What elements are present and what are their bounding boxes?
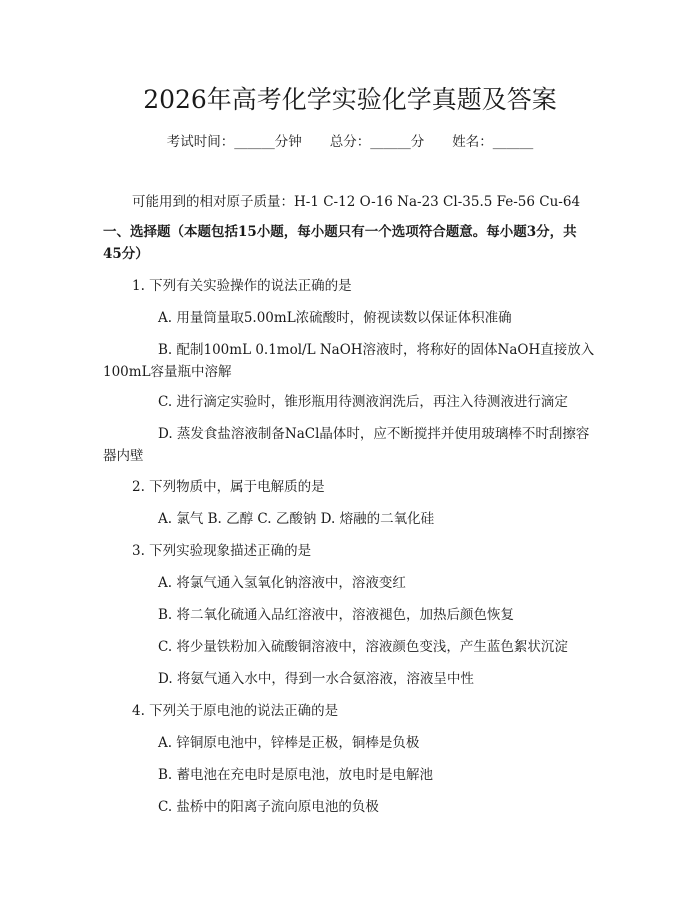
atomic-masses-note: 可能用到的相对原子质量：H-1 C-12 O-16 Na-23 Cl-35.5 Fe-56 Cu-64 (132, 194, 581, 210)
question-4-option-b: B. 蓄电池在充电时是原电池，放电时是电解池 (158, 767, 434, 783)
score-field: 总分：______分 (329, 134, 425, 150)
question-1-option-d-cont: 器内壁 (103, 448, 144, 464)
question-3-option-b: B. 将二氧化硫通入品红溶液中，溶液褪色，加热后颜色恢复 (158, 607, 515, 623)
section-heading-line2: 45分） (103, 246, 149, 262)
question-3-option-c: C. 将少量铁粉加入硫酸铜溶液中，溶液颜色变浅，产生蓝色絮状沉淀 (158, 639, 568, 655)
question-4-option-c: C. 盐桥中的阳离子流向原电池的负极 (158, 799, 379, 815)
question-1-option-c: C. 进行滴定实验时，锥形瓶用待测液润洗后，再注入待测液进行滴定 (158, 394, 568, 410)
page-title: 2026年高考化学实验化学真题及答案 (143, 85, 557, 114)
exam-meta (0, 132, 700, 152)
question-1-option-b: B. 配制100mL 0.1mol/L NaOH溶液时，将称好的固体NaOH直接放入 (158, 342, 595, 358)
question-3-stem: 3. 下列实验现象描述正确的是 (132, 543, 312, 559)
question-3-option-a: A. 将氯气通入氢氧化钠溶液中，溶液变红 (158, 575, 406, 591)
question-3-option-d: D. 将氨气通入水中，得到一水合氨溶液，溶液呈中性 (158, 671, 474, 687)
name-field: 姓名：______ (452, 134, 534, 150)
question-1-stem: 1. 下列有关实验操作的说法正确的是 (132, 278, 352, 294)
question-1-option-b-cont: 100mL容量瓶中溶解 (103, 364, 232, 380)
question-2-stem: 2. 下列物质中，属于电解质的是 (132, 479, 325, 495)
question-4-stem: 4. 下列关于原电池的说法正确的是 (132, 703, 339, 719)
question-1-option-a: A. 用量筒量取5.00mL浓硫酸时，俯视读数以保证体积准确 (158, 310, 512, 326)
question-1-option-d: D. 蒸发食盐溶液制备NaCl晶体时，应不断搅拌并使用玻璃棒不时刮擦容 (158, 426, 590, 442)
question-4-option-a: A. 锌铜原电池中，锌棒是正极，铜棒是负极 (158, 735, 420, 751)
time-field: 考试时间：______分钟 (166, 134, 302, 150)
question-2-options: A. 氯气 B. 乙醇 C. 乙酸钠 D. 熔融的二氧化硅 (158, 511, 435, 527)
section-heading-line1: 一、选择题（本题包括15小题，每小题只有一个选项符合题意。每小题3分，共 (103, 224, 577, 240)
